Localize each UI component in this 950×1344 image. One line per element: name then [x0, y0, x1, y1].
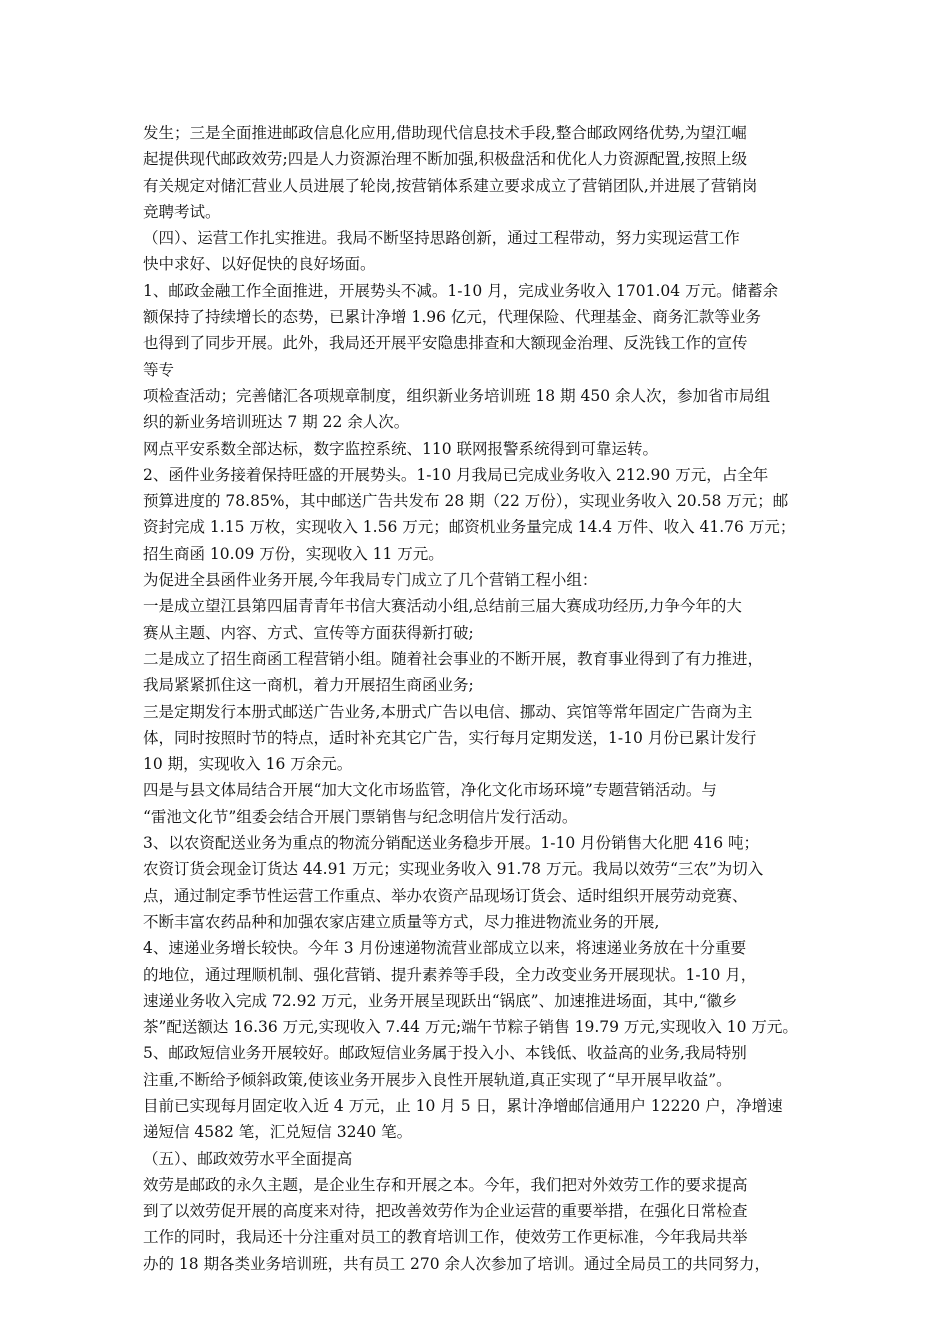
text-line: 有关规定对储汇营业人员进展了轮岗,按营销体系建立要求成立了营销团队,并进展了营销岗 [143, 176, 758, 195]
text-line: 四是与县文体局结合开展“加大文化市场监管，净化文化市场环境”专题营销活动。与 [143, 781, 717, 800]
text-line: “雷池文化节”组委会结合开展门票销售与纪念明信片发行活动。 [143, 807, 578, 826]
text-line: 为促进全县函件业务开展,今年我局专门成立了几个营销工程小组： [143, 571, 598, 590]
text-line: 3、以农资配送业务为重点的物流分销配送业务稳步开展。1-10 月份销售大化肥 416 吨； [143, 834, 760, 853]
text-line: 额保持了持续增长的态势，已累计净增 1.96 亿元，代理保险、代理基金、商务汇款等业务 [143, 308, 761, 327]
text-line: 等专 [143, 360, 175, 379]
text-line: 办的 18 期各类业务培训班，共有员工 270 余人次参加了培训。通过全局员工的共同努力， [143, 1254, 771, 1273]
text-line: 的地位，通过理顺机制、强化营销、提升素养等手段，全力改变业务开展现状。1-10 月， [143, 965, 757, 984]
text-line: 4、速递业务增长较快。今年 3 月份速递物流营业部成立以来，将速递业务放在十分重要 [143, 939, 747, 958]
text-line: 农资订货会现金订货达 44.91 万元；实现业务收入 91.78 万元。我局以效劳“三农”为切入 [143, 860, 764, 879]
text-line: 三是定期发行本册式邮送广告业务,本册式广告以电信、挪动、宾馆等常年固定广告商为主 [143, 702, 753, 721]
text-line: 赛从主题、内容、方式、宣传等方面获得新打破; [143, 623, 474, 642]
text-line: 体，同时按照时节的特点，适时补充其它广告，实行每月定期发送，1-10 月份已累计发行 [143, 728, 757, 747]
text-line: 2、函件业务接着保持旺盛的开展势头。1-10 月我局已完成业务收入 212.90 万元，占全年 [143, 465, 769, 484]
text-line: 目前已实现每月固定收入近 4 万元，止 10 月 5 日，累计净增邮信通用户 12220 户，净增速 [143, 1096, 783, 1115]
text-line: 网点平安系数全部达标，数字监控系统、110 联网报警系统得到可靠运转。 [143, 439, 659, 458]
text-line: 5、邮政短信业务开展较好。邮政短信业务属于投入小、本钱低、收益高的业务,我局特别 [143, 1044, 747, 1063]
text-line: 点，通过制定季节性运营工作重点、举办农资产品现场订货会、适时组织开展劳动竞赛、 [143, 886, 748, 905]
text-line: 竞聘考试。 [143, 202, 221, 221]
text-line: （四）、运营工作扎实推进。我局不断坚持思路创新，通过工程带动，努力实现运营工作 [143, 229, 740, 248]
text-line: 注重,不断给予倾斜政策,使该业务开展步入良性开展轨道,真正实现了“早开展早收益”。 [143, 1070, 732, 1089]
text-line: 效劳是邮政的永久主题，是企业生存和开展之本。今年，我们把对外效劳工作的要求提高 [143, 1175, 748, 1194]
text-line: 不断丰富农药品种和加强农家店建立质量等方式，尽力推进物流业务的开展, [143, 912, 660, 931]
text-line: 快中求好、以好促快的良好场面。 [143, 255, 376, 274]
text-line: 我局紧紧抓住这一商机，着力开展招生商函业务; [143, 676, 474, 695]
text-line: 项检查活动；完善储汇各项规章制度，组织新业务培训班 18 期 450 余人次，参加省市局组 [143, 386, 771, 405]
text-line: 递短信 4582 笔，汇兑短信 3240 笔。 [143, 1123, 413, 1142]
text-line: 二是成立了招生商函工程营销小组。随着社会事业的不断开展，教育事业得到了有力推进， [143, 649, 764, 668]
text-line: 1、邮政金融工作全面推进，开展势头不减。1-10 月，完成业务收入 1701.04 万元。储蓄余 [143, 281, 779, 300]
text-line: 到了以效劳促开展的高度来对待，把改善效劳作为企业运营的重要举措，在强化日常检查 [143, 1202, 748, 1221]
text-line: （五）、邮政效劳水平全面提高 [143, 1149, 353, 1168]
text-line: 一是成立望江县第四届青青年书信大赛活动小组,总结前三届大赛成功经历,力争今年的大 [143, 597, 742, 616]
text-line: 起提供现代邮政效劳;四是人力资源治理不断加强,积极盘活和优化人力资源配置,按照上级 [143, 150, 748, 169]
document-body [143, 120, 811, 1277]
text-line: 预算进度的 78.85%，其中邮送广告共发布 28 期（22 万份），实现业务收入 20.58 万元；邮 [143, 492, 789, 511]
text-line: 工作的同时，我局还十分注重对员工的教育培训工作，使效劳工作更标准，今年我局共举 [143, 1228, 748, 1247]
text-line: 茶”配送额达 16.36 万元,实现收入 7.44 万元;端午节粽子销售 19.79 万元,实现收入 10 万元。 [143, 1018, 798, 1037]
text-line: 织的新业务培训班达 7 期 22 余人次。 [143, 413, 410, 432]
text-line: 速递业务收入完成 72.92 万元，业务开展呈现跃出“锅底”、加速推进场面，其中,“徽乡 [143, 991, 738, 1010]
text-line: 招生商函 10.09 万份，实现收入 11 万元。 [143, 544, 444, 563]
text-line: 也得到了同步开展。此外，我局还开展平安隐患排查和大额现金治理、反洗钱工作的宣传 [143, 334, 748, 353]
text-line: 10 期，实现收入 16 万余元。 [143, 755, 353, 774]
text-line: 资封完成 1.15 万枚，实现收入 1.56 万元；邮资机业务量完成 14.4 万件、收入 41.76 万元； [143, 518, 796, 537]
text-line: 发生；三是全面推进邮政信息化应用,借助现代信息技术手段,整合邮政网络优势,为望江崛 [143, 124, 747, 142]
